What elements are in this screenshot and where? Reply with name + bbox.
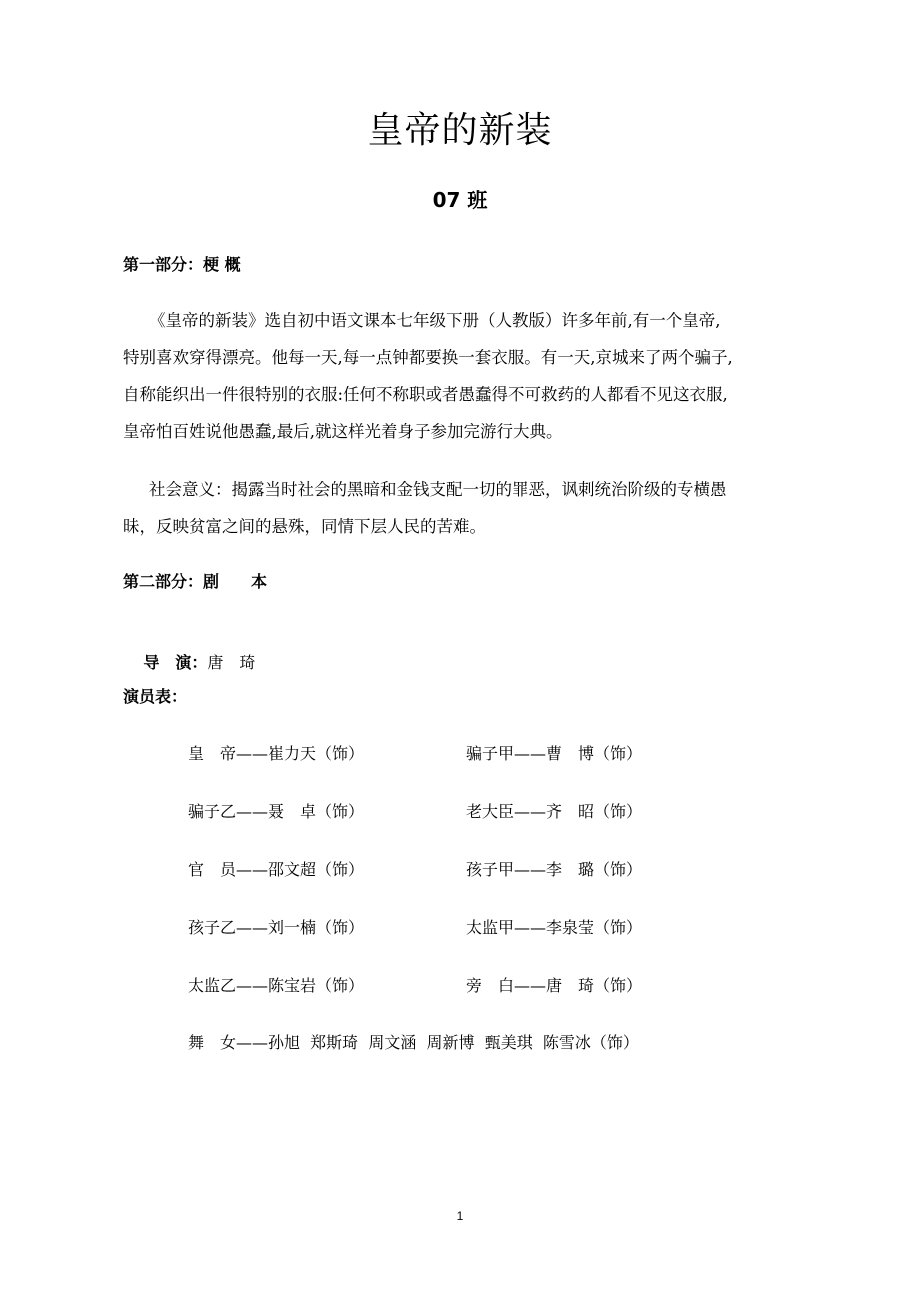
cast-heading: 演员表： [123,687,188,706]
cast-entry: 官 员——邵文超（饰） [188,860,365,879]
summary-line: 皇帝怕百姓说他愚蠢,最后,就这样光着身子参加完游行大典。 [123,422,563,441]
significance-paragraph [123,471,813,545]
cast-entry: 太监乙——陈宝岩（饰） [188,976,365,995]
part1-heading: 第一部分：梗 概 [123,255,241,274]
summary-line: 自称能织出一件很特别的衣服:任何不称职或者愚蠢得不可救药的人都看不见这衣服, [123,385,728,404]
cast-entry: 旁 白——唐 琦（饰） [466,976,643,995]
cast-entry: 骗子乙——聂 卓（饰） [188,802,365,821]
director-label: 导 演： [143,653,208,672]
significance-line: 昧，反映贫富之间的悬殊，同情下层人民的苦难。 [123,517,486,536]
summary-line: 特别喜欢穿得漂亮。他每一天,每一点钟都要换一套衣服。有一天,京城来了两个骗子, [123,348,733,367]
summary-paragraph [123,302,813,450]
page-number: 1 [456,1209,464,1223]
cast-entry-dancers: 舞 女——孙旭 郑斯琦 周文涵 周新博 甄美琪 陈雪冰（饰） [188,1033,639,1052]
part2-heading: 第二部分：剧 本 [123,572,268,591]
class-subtitle: 07 班 [432,188,488,212]
cast-entry: 孩子甲——李 璐（饰） [466,860,643,879]
cast-entry: 太监甲——李泉莹（饰） [466,918,643,937]
summary-line: 《皇帝的新装》选自初中语文课本七年级下册（人教版）许多年前,有一个皇帝, [149,311,721,330]
cast-entry: 孩子乙——刘一楠（饰） [188,918,365,937]
significance-line: 社会意义：揭露当时社会的黑暗和金钱支配一切的罪恶，讽刺统治阶级的专横愚 [149,480,727,499]
document-title: 皇帝的新装 [367,110,553,151]
cast-entry: 皇 帝——崔力天（饰） [188,744,365,763]
director-name: 唐 琦 [207,653,256,672]
cast-entry: 骗子甲——曹 博（饰） [466,744,643,763]
cast-entry: 老大臣——齐 昭（饰） [466,802,643,821]
